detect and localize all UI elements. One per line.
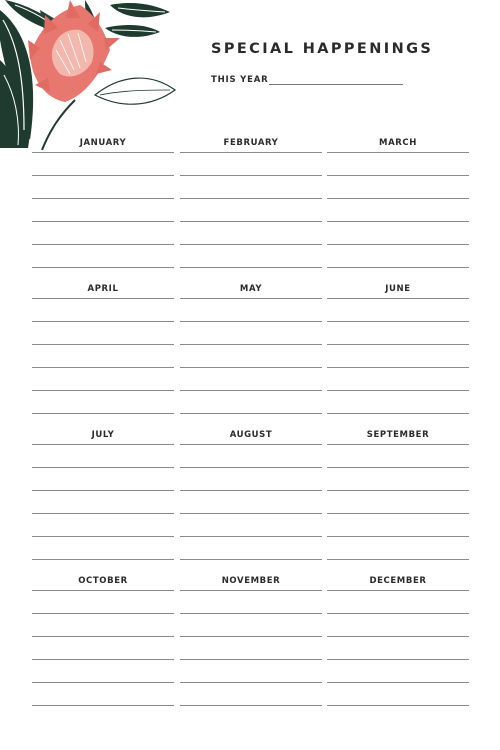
month-name: SEPTEMBER: [366, 430, 430, 440]
month-name: MARCH: [379, 138, 417, 148]
write-line[interactable]: [32, 221, 174, 222]
write-line[interactable]: [180, 413, 322, 414]
write-line[interactable]: [327, 513, 469, 514]
write-line[interactable]: [180, 613, 322, 614]
write-line[interactable]: [180, 244, 322, 245]
month-name: NOVEMBER: [221, 576, 281, 586]
write-line[interactable]: [32, 344, 174, 345]
month-underline: [32, 152, 174, 153]
write-line[interactable]: [180, 659, 322, 660]
write-line[interactable]: [180, 390, 322, 391]
month-underline: [327, 590, 469, 591]
month-name: APRIL: [87, 284, 119, 294]
write-line[interactable]: [327, 390, 469, 391]
write-line[interactable]: [32, 321, 174, 322]
month-underline: [32, 590, 174, 591]
write-line[interactable]: [32, 659, 174, 660]
write-line[interactable]: [180, 267, 322, 268]
month-name: JUNE: [385, 284, 411, 294]
write-line[interactable]: [32, 490, 174, 491]
write-line[interactable]: [327, 536, 469, 537]
write-line[interactable]: [327, 705, 469, 706]
write-line[interactable]: [180, 344, 322, 345]
write-line[interactable]: [180, 559, 322, 560]
write-line[interactable]: [327, 267, 469, 268]
write-line[interactable]: [327, 221, 469, 222]
month-name: JULY: [91, 430, 115, 440]
write-line[interactable]: [327, 636, 469, 637]
write-line[interactable]: [32, 705, 174, 706]
write-line[interactable]: [32, 613, 174, 614]
year-label: THIS YEAR: [211, 75, 269, 85]
write-line[interactable]: [180, 221, 322, 222]
write-line[interactable]: [327, 344, 469, 345]
month-name: JANUARY: [79, 138, 127, 148]
write-line[interactable]: [32, 198, 174, 199]
write-line[interactable]: [180, 682, 322, 683]
write-line[interactable]: [32, 636, 174, 637]
write-line[interactable]: [180, 490, 322, 491]
write-line[interactable]: [32, 559, 174, 560]
write-line[interactable]: [327, 613, 469, 614]
write-line[interactable]: [32, 244, 174, 245]
month-underline: [32, 444, 174, 445]
month-name: FEBRUARY: [223, 138, 279, 148]
month-name: DECEMBER: [369, 576, 427, 586]
write-line[interactable]: [327, 559, 469, 560]
month-underline: [180, 298, 322, 299]
month-underline: [180, 152, 322, 153]
write-line[interactable]: [180, 636, 322, 637]
month-underline: [180, 444, 322, 445]
write-line[interactable]: [32, 513, 174, 514]
write-line[interactable]: [180, 321, 322, 322]
write-line[interactable]: [32, 682, 174, 683]
write-line[interactable]: [180, 198, 322, 199]
write-line[interactable]: [32, 367, 174, 368]
page-title: SPECIAL HAPPENINGS: [211, 41, 434, 57]
month-underline: [180, 590, 322, 591]
month-underline: [32, 298, 174, 299]
month-name: MAY: [239, 284, 263, 294]
write-line[interactable]: [327, 321, 469, 322]
month-underline: [327, 298, 469, 299]
write-line[interactable]: [327, 198, 469, 199]
write-line[interactable]: [180, 367, 322, 368]
write-line[interactable]: [180, 513, 322, 514]
write-line[interactable]: [327, 467, 469, 468]
write-line[interactable]: [327, 175, 469, 176]
write-line[interactable]: [32, 390, 174, 391]
write-line[interactable]: [32, 413, 174, 414]
write-line[interactable]: [180, 536, 322, 537]
month-name: AUGUST: [229, 430, 273, 440]
write-line[interactable]: [32, 175, 174, 176]
write-line[interactable]: [327, 413, 469, 414]
month-underline: [327, 444, 469, 445]
write-line[interactable]: [32, 267, 174, 268]
write-line[interactable]: [180, 175, 322, 176]
month-name: OCTOBER: [78, 576, 128, 586]
write-line[interactable]: [327, 659, 469, 660]
write-line[interactable]: [180, 467, 322, 468]
write-line[interactable]: [327, 490, 469, 491]
write-line[interactable]: [32, 536, 174, 537]
write-line[interactable]: [327, 244, 469, 245]
write-line[interactable]: [327, 367, 469, 368]
write-line[interactable]: [327, 682, 469, 683]
write-line[interactable]: [180, 705, 322, 706]
write-line[interactable]: [32, 467, 174, 468]
month-underline: [327, 152, 469, 153]
